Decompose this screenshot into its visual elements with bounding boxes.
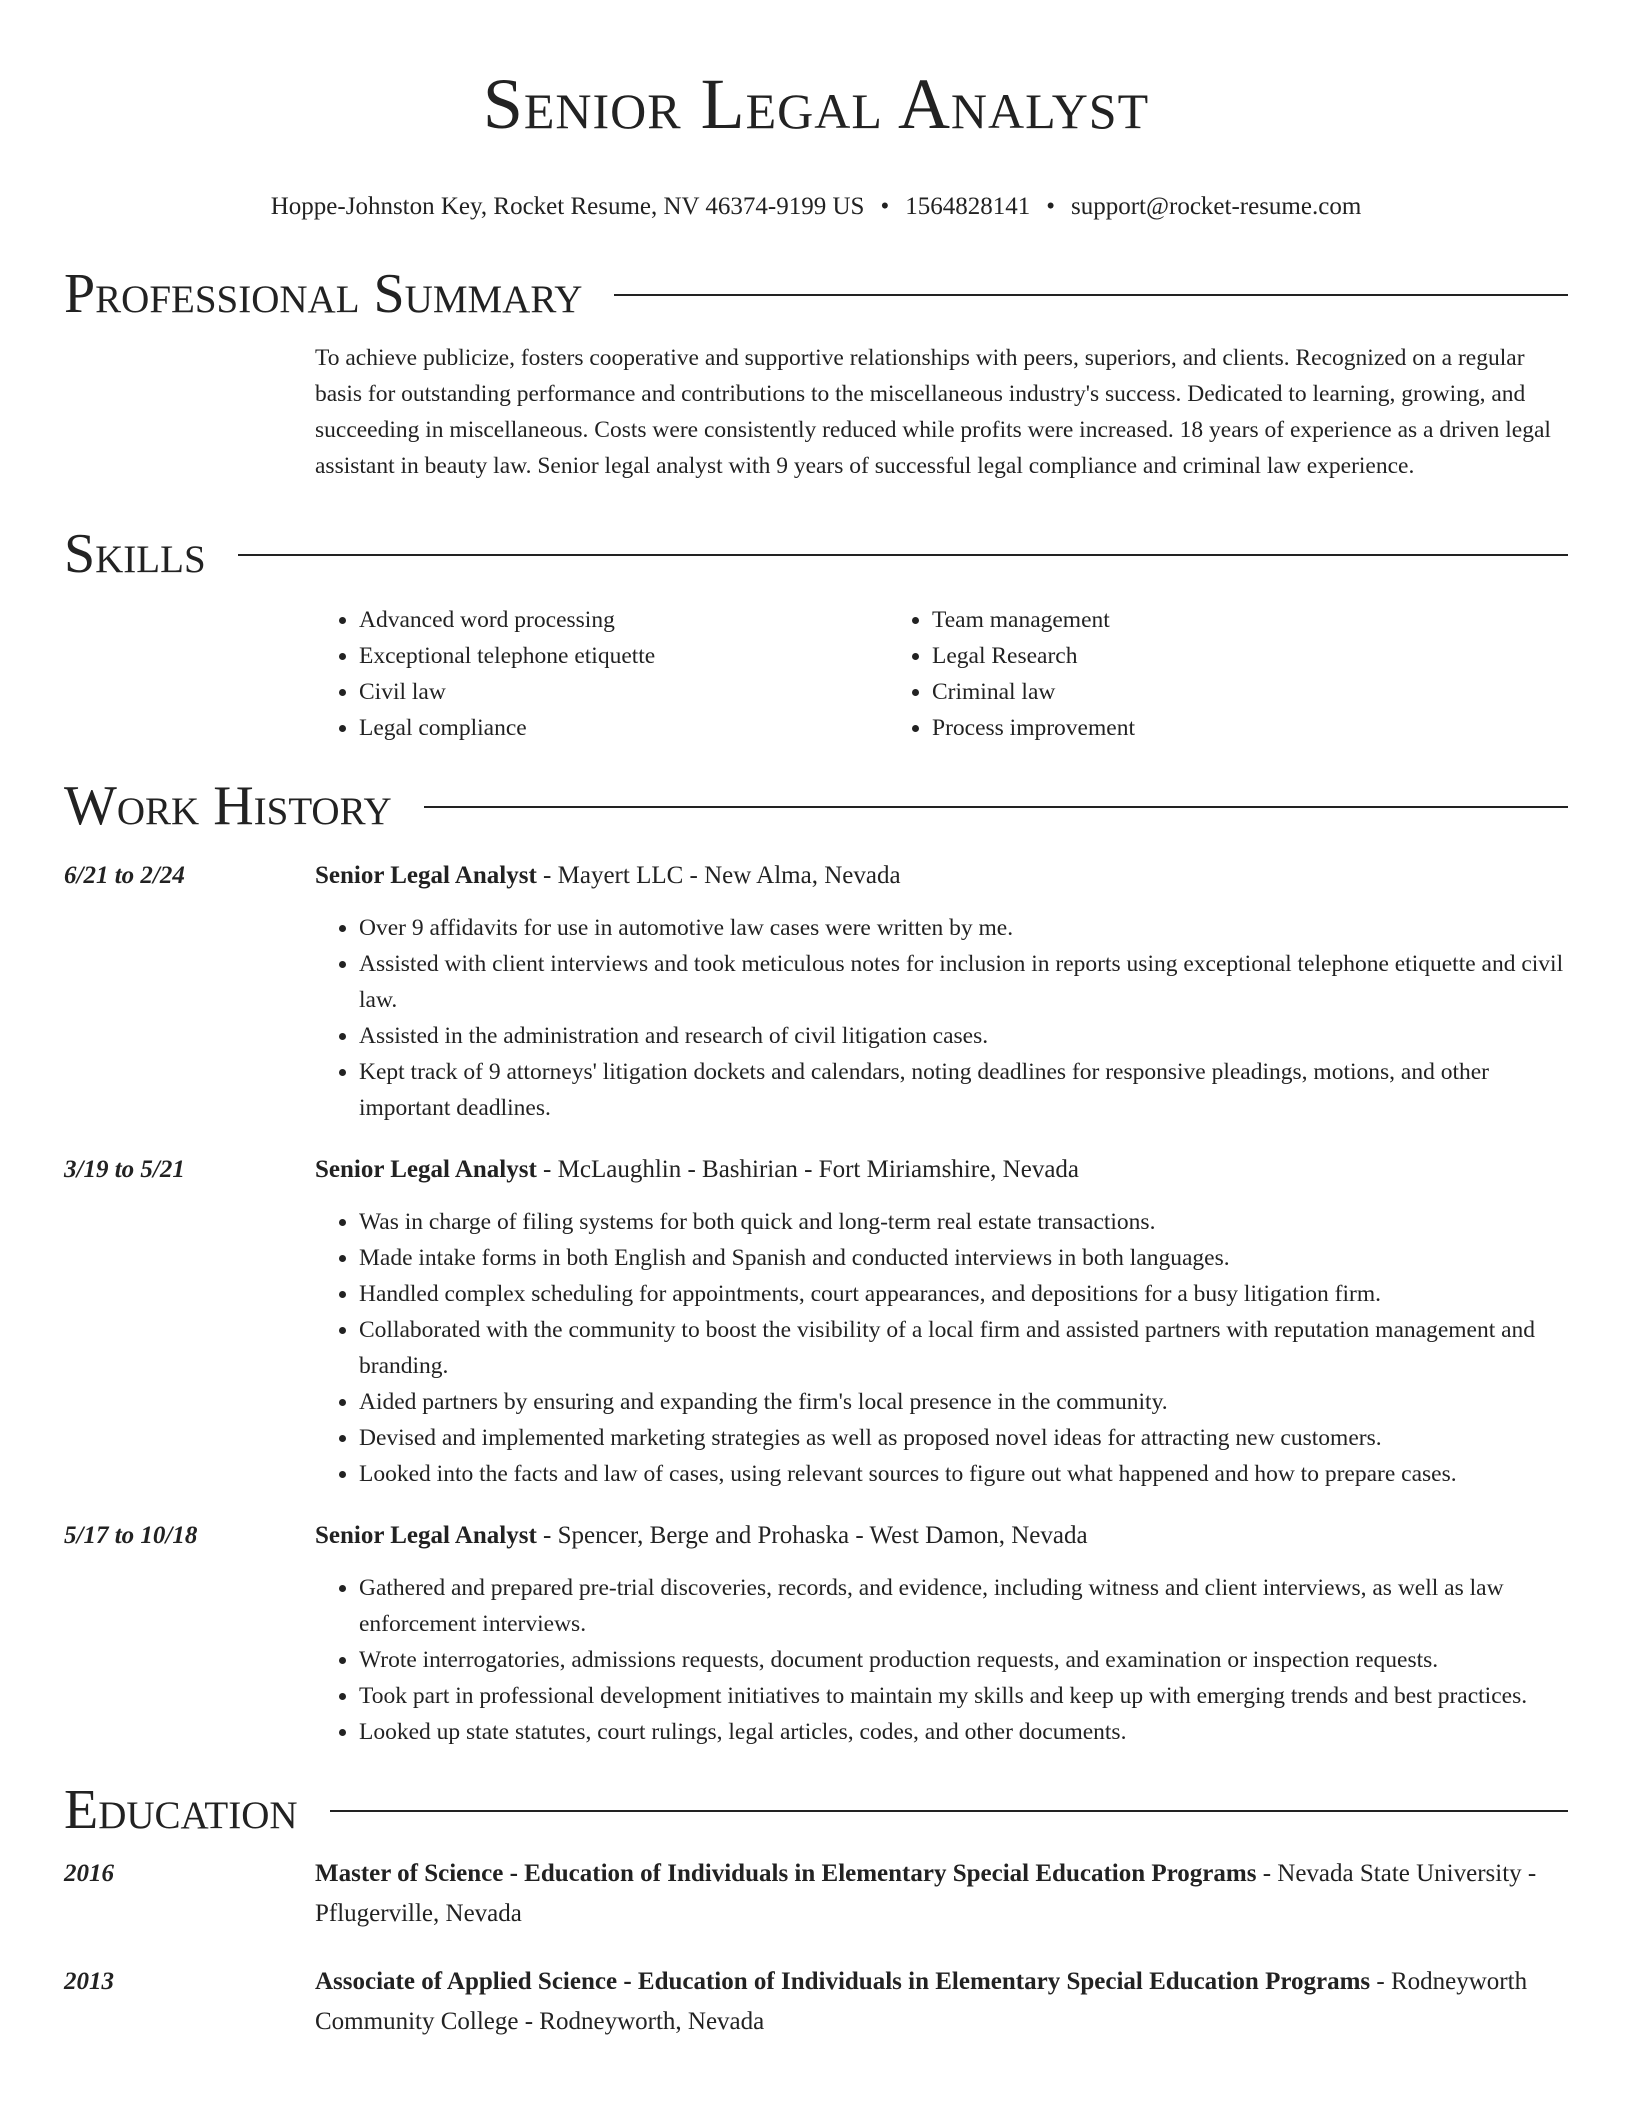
job-bullets	[315, 1570, 1568, 1750]
skills-section	[64, 524, 1568, 746]
contact-separator: •	[880, 193, 890, 220]
skill-item: • Process improvement	[932, 710, 1461, 746]
skill-item: • Legal compliance	[359, 710, 888, 746]
job-title: Senior Legal Analyst	[315, 1156, 537, 1183]
education-entry	[64, 1854, 1568, 1934]
section-divider	[330, 1810, 1568, 1812]
job-bullet: • Devised and implemented marketing strategies as well as proposed novel ideas for attracting new customers.	[359, 1420, 1568, 1456]
education-section	[64, 1780, 1568, 2042]
job-bullet: • Made intake forms in both English and Spanish and conducted interviews in both languages.	[359, 1240, 1568, 1276]
job-bullet: • Handled complex scheduling for appointments, court appearances, and depositions for a busy litigation firm.	[359, 1276, 1568, 1312]
job-company: - Mayert LLC - New Alma, Nevada	[536, 862, 901, 889]
skill-item: • Legal Research	[932, 638, 1461, 674]
education-school: - Nevada State University - Pflugerville, Nevada	[315, 1860, 1537, 1927]
job-heading	[315, 1150, 1568, 1190]
education-entry	[64, 1962, 1568, 2042]
contact-address: Hoppe-Johnston Key, Rocket Resume, NV 46374-9199 US	[270, 193, 865, 220]
skills-list-right	[888, 602, 1461, 746]
section-divider	[238, 554, 1568, 556]
job-title: Senior Legal Analyst	[315, 862, 537, 889]
job-entry	[64, 856, 1568, 1126]
section-heading-skills: Skills	[64, 523, 206, 585]
job-bullet: • Assisted in the administration and research of civil litigation cases.	[359, 1018, 1568, 1054]
job-bullet: • Gathered and prepared pre-trial discoveries, records, and evidence, including witness and client interviews, as well as law enforcement interviews.	[359, 1570, 1568, 1642]
job-heading	[315, 856, 1568, 896]
education-school: - Rodneyworth Community College - Rodneyworth, Nevada	[315, 1968, 1528, 2035]
job-date: 5/17 to 10/18	[64, 1522, 198, 1549]
job-bullet: • Looked into the facts and law of cases, using relevant sources to figure out what happened and how to prepare cases.	[359, 1456, 1568, 1492]
education-date: 2016	[64, 1860, 114, 1887]
contact-email: support@rocket-resume.com	[1070, 193, 1362, 220]
job-bullet: • Assisted with client interviews and took meticulous notes for inclusion in reports using exceptional telephone etiquette and civil law.	[359, 946, 1568, 1018]
job-bullet: • Was in charge of filing systems for both quick and long-term real estate transactions.	[359, 1204, 1568, 1240]
skill-item: • Team management	[932, 602, 1461, 638]
education-degree: Master of Science - Education of Individuals in Elementary Special Education Programs	[315, 1860, 1257, 1887]
section-header	[64, 524, 1568, 584]
contact-line	[64, 190, 1568, 224]
job-date: 3/19 to 5/21	[64, 1156, 185, 1183]
resume-page	[64, 0, 1568, 2042]
education-degree: Associate of Applied Science - Education of Individuals in Elementary Special Education Programs	[315, 1968, 1371, 1995]
job-bullet: • Took part in professional development initiatives to maintain my skills and keep up with emerging trends and best practices.	[359, 1678, 1568, 1714]
job-entry	[64, 1516, 1568, 1750]
skills-list-left	[315, 602, 888, 746]
section-header	[64, 264, 1568, 324]
section-divider	[424, 806, 1568, 808]
resume-title: Senior Legal Analyst	[482, 64, 1150, 144]
skill-item: • Exceptional telephone etiquette	[359, 638, 888, 674]
job-bullet: • Kept track of 9 attorneys' litigation dockets and calendars, noting deadlines for responsive pleadings, motions, and other important deadlines.	[359, 1054, 1568, 1126]
education-date: 2013	[64, 1968, 114, 1995]
job-title: Senior Legal Analyst	[315, 1522, 537, 1549]
job-date: 6/21 to 2/24	[64, 862, 185, 889]
job-heading	[315, 1516, 1568, 1556]
skills-columns	[315, 602, 1568, 746]
job-bullet: • Collaborated with the community to boost the visibility of a local firm and assisted partners with reputation management and branding.	[359, 1312, 1568, 1384]
section-heading-education: Education	[64, 1779, 298, 1841]
job-bullet: • Aided partners by ensuring and expanding the firm's local presence in the community.	[359, 1384, 1568, 1420]
contact-phone: 1564828141	[905, 193, 1031, 220]
skill-item: • Civil law	[359, 674, 888, 710]
summary-section	[64, 264, 1568, 484]
job-bullets	[315, 910, 1568, 1126]
section-divider	[614, 294, 1568, 296]
section-heading-work: Work History	[64, 775, 392, 837]
summary-text: To achieve publicize, fosters cooperative and supportive relationships with peers, superiors, and clients. Recognized on a regular basis for outstanding performance and contributions to the miscellaneous industry's success. Dedicated to learning, growing, and succeeding in miscellaneous. Costs were consistently reduced while profits were increased. 18 years of experience as a driven legal assistant in beauty law. Senior legal analyst with 9 years of successful legal compliance and criminal law experience.	[315, 345, 1551, 479]
section-header	[64, 1780, 1568, 1840]
section-header	[64, 776, 1568, 836]
work-history-section	[64, 776, 1568, 1750]
job-entry	[64, 1150, 1568, 1492]
job-bullet: • Wrote interrogatories, admissions requests, document production requests, and examination or inspection requests.	[359, 1642, 1568, 1678]
skill-item: • Criminal law	[932, 674, 1461, 710]
contact-separator: •	[1046, 193, 1055, 220]
skill-item: • Advanced word processing	[359, 602, 888, 638]
section-heading-summary: Professional Summary	[64, 263, 583, 325]
job-bullet: • Over 9 affidavits for use in automotive law cases were written by me.	[359, 910, 1568, 946]
job-company: - McLaughlin - Bashirian - Fort Miriamshire, Nevada	[536, 1156, 1080, 1183]
job-company: - Spencer, Berge and Prohaska - West Damon, Nevada	[536, 1522, 1088, 1549]
job-bullet: • Looked up state statutes, court rulings, legal articles, codes, and other documents.	[359, 1714, 1568, 1750]
job-bullets	[315, 1204, 1568, 1492]
